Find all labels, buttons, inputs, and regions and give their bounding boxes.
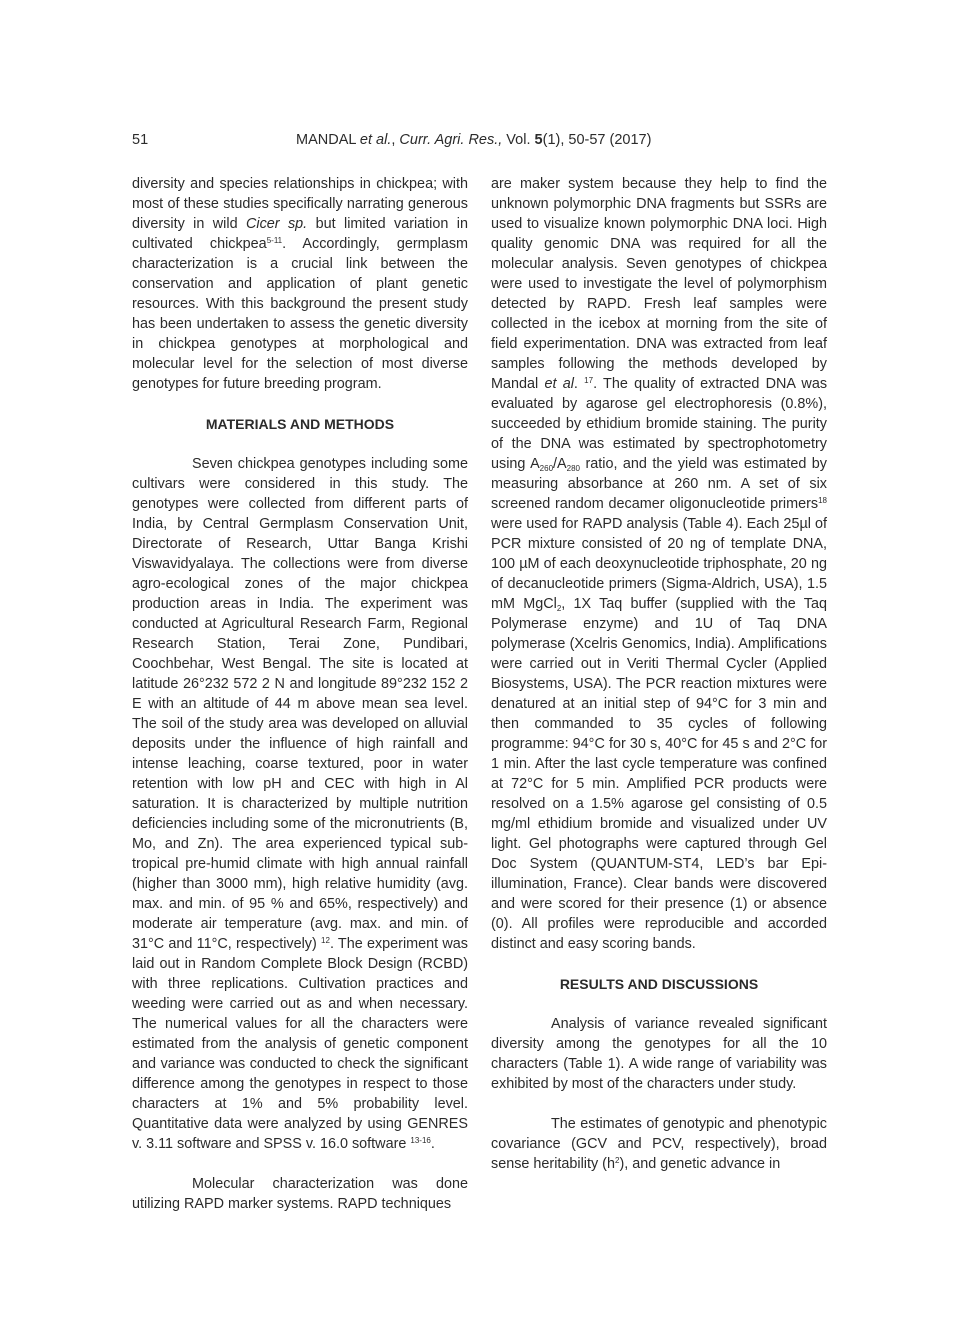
text-run-sub: 2 — [556, 604, 562, 613]
text-run: Seven chickpea genotypes including some cultivars were considered in this study. The genotypes were collected from different parts of India, by Central Germplasm Conservation Unit, Directorate of Research, Uttar Banga Krishi Viswavidyalaya. The collections were from diverse agro-ecological zones of the major chickpea production areas in India. The experiment was conducted at Agricultural Research Farm, Regional Research Station, Terai Zone, Pundibari, Coochbehar, West Bengal. The site is located at latitude 26°232 572 2 N and longitude 89°232 152 2 E with an altitude of 44 m above mean sea level. The soil of the study area was developed on alluvial deposits under the influence of high rainfall and intense leaching, coarse textured, poor in water retention with low pH and CEC with high in Al saturation. It is characterized by multiple nutrition deficiencies including some of the micronutrients (B, Mo, and Zn). The area experienced typical sub-tropical pre-humid climate with high annual rainfall (higher than 3000 mm), high relative humidity (avg. max. and min. of 95 % and 65%, respectively) and moderate air temperature (avg. max. and min. of 31°C and 11°C, respectively) — [132, 456, 468, 952]
paragraph — [491, 174, 827, 954]
text-run-i: Cicer sp. — [246, 216, 308, 232]
text-run-i: et al — [544, 376, 574, 392]
text-run-sup: 17 — [584, 376, 594, 385]
text-run: . — [430, 1136, 435, 1152]
text-run: MANDAL — [296, 132, 360, 148]
text-run: , 1X Taq buffer (supplied with the Taq Polymerase enzyme) and 1U of Taq DNA polymerase (Xcelris Genomics, India). Amplifications were carried out in Veriti Thermal Cycler (Applied Biosystems, USA). The PCR reaction mixtures were denatured at an initial step of 94°C for 3 min and then commanded to 35 cycles of following programme: 94°C for 30 s, 40°C for 45 s and 2°C for 1 min. After the last cycle temperature was confined at 72°C for 5 min. Amplified PCR products were resolved on a 1.5% agarose gel consisting of 0.5 mg/ml ethidium bromide and visualized under UV light. Gel photographs were captured through Gel Doc System (QUANTUM-ST4, LED’s bar Epi-illumination, France). Clear bands were discovered and were scored for their presence (1) or absence (0). All profiles were reproducible and accorded distinct and easy scoring bands. — [491, 596, 827, 952]
text-run: Vol. — [502, 132, 535, 148]
text-run: . The quality of extracted DNA was evaluated by agarose gel electrophoresis (0.8%), succeeded by ethidium bromide staining. The purity of the DNA was estimated by spectrophotometry using A — [491, 376, 828, 472]
text-run-sup: 18 — [818, 496, 827, 505]
text-run-sub: 280 — [566, 464, 580, 473]
text-run: . — [573, 376, 585, 392]
section-heading-materials-methods: MATERIALS AND METHODS — [205, 416, 395, 432]
text-run-sup: 5-11 — [266, 236, 283, 245]
text-run: (1), 50-57 (2017) — [542, 132, 652, 148]
text-run: but limited variation in cultivated chickpea — [132, 216, 468, 252]
page-number: 51 — [132, 132, 149, 148]
text-run: Analysis of variance revealed significant diversity among the genotypes for all the 10 characters (Table 1). A wide range of variability was exhibited by most of the characters under study. — [491, 1016, 827, 1092]
paragraph — [132, 174, 468, 394]
running-head — [296, 130, 651, 150]
text-run-i: Curr. Agri. Res., — [399, 132, 503, 148]
text-run-i: et al. — [359, 132, 392, 148]
section-heading-results-discussions: RESULTS AND DISCUSSIONS — [559, 976, 759, 992]
text-run: diversity and species relationships in chickpea; with most of these studies specifically narrating generous diversity in wild — [132, 176, 468, 232]
text-run: . The experiment was laid out in Random Complete Block Design (RCBD) with three replications. Cultivation practices and weeding were carried out as and when necessary. The numerical values for all the characters were estimated from the analysis of genetic component and variance was conducted to check the significant difference among the genotypes in respect to those characters at 1% and 5% probability level. Quantitative data were analyzed by using GENRES v. 3.11 software and SPSS v. 16.0 software — [132, 936, 469, 1152]
text-run: were used for RAPD analysis (Table 4). Each 25µl of PCR mixture consisted of 20 ng of template DNA, 100 µM of each deoxynucleotide triphosphate, 20 ng of decanucleotide primers (Sigma-Aldrich, USA), 1.5 mM MgCl — [491, 516, 827, 612]
left-column — [132, 174, 468, 1214]
paragraph — [132, 1174, 468, 1214]
right-column — [491, 174, 827, 1174]
text-run: ratio, and the yield was estimated by measuring absorbance at 260 nm. A set of six screened random decamer oligonucleotide primers — [491, 456, 827, 512]
text-run: , — [391, 132, 400, 148]
paragraph — [491, 1114, 827, 1174]
paragraph — [132, 454, 468, 1154]
text-run: ), and genetic advance in — [619, 1156, 781, 1172]
text-run-sup: 12 — [321, 936, 330, 945]
text-run-sup: 2 — [614, 1156, 620, 1165]
text-run-b: 5 — [534, 132, 543, 148]
text-run: /A — [553, 456, 567, 472]
paragraph — [491, 1014, 827, 1094]
text-run-sup: 13-16 — [410, 1136, 431, 1145]
text-run: are maker system because they help to find the unknown polymorphic DNA fragments but SSRs are used to visualize known polymorphic DNA loci. High quality genomic DNA was required for all the molecular analysis. Seven genotypes of chickpea were used to investigate the level of polymorphism detected by RAPD. Fresh leaf samples were collected in the icebox at morning from the site of field experimentation. DNA was extracted from leaf samples following the methods developed by Mandal — [491, 176, 827, 392]
text-run: . Accordingly, germplasm characterization is a crucial link between the conservation and application of plant genetic resources. With this background the present study has been undertaken to assess the genetic diversity in chickpea genotypes at morphological and molecular level for the selection of most diverse genotypes for future breeding program. — [132, 236, 469, 392]
text-run-sub: 260 — [539, 464, 554, 473]
text-run: Molecular characterization was done utilizing RAPD marker systems. RAPD techniques — [132, 1176, 468, 1212]
text-run: The estimates of genotypic and phenotypic covariance (GCV and PCV, respectively), broad sense heritability (h — [491, 1116, 827, 1172]
